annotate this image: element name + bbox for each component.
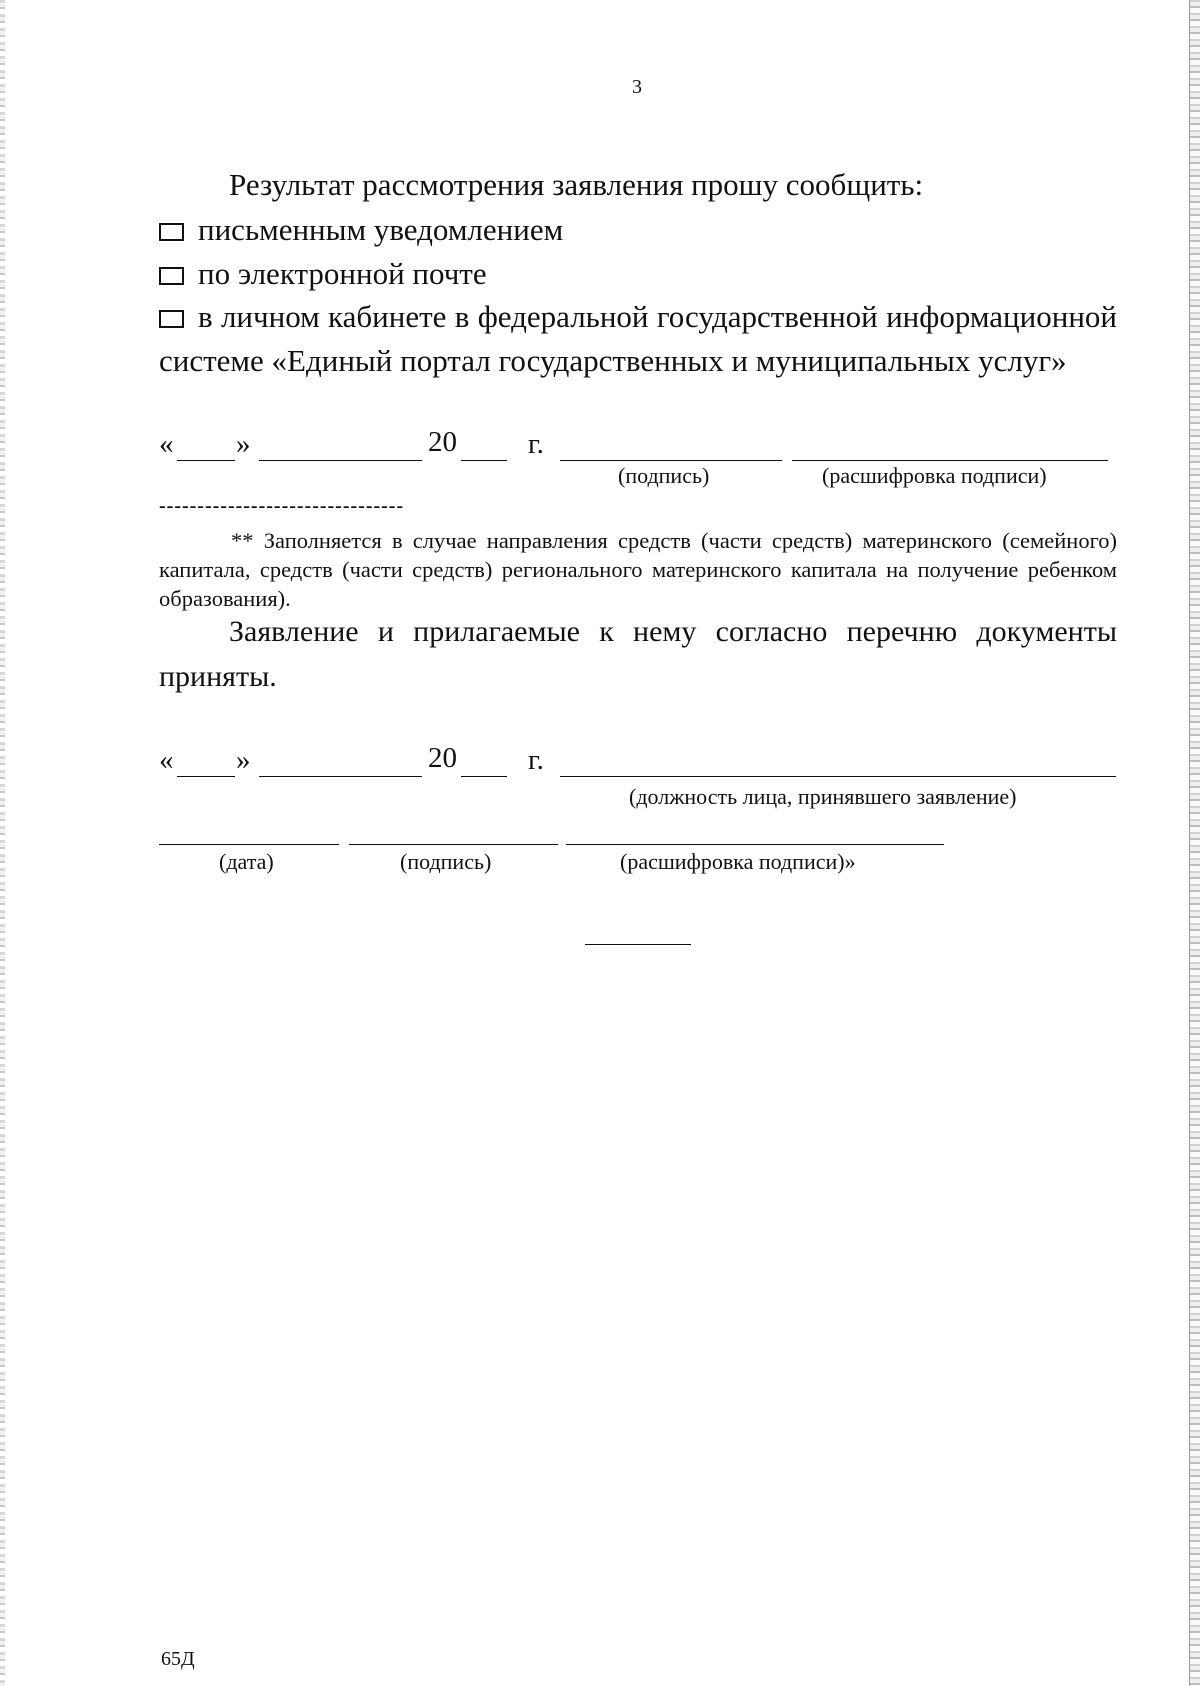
accepted-text: Заявление и прилагаемые к нему согласно перечню документы приняты. [159,615,1117,693]
year-field[interactable] [461,460,507,461]
signature-caption: (подпись) [400,849,492,874]
date-open-quote: « [159,744,174,776]
applicant-signature-decoding-field[interactable] [792,460,1108,461]
option-personal-account[interactable] [159,299,1117,335]
option-label: по электронной почте [198,256,487,291]
position-caption: (должность лица, принявшего заявление) [629,784,1017,809]
receiver-position-field[interactable] [560,776,1116,777]
year-prefix: 20 [428,742,457,774]
scan-left-edge [0,0,5,1686]
month-field[interactable] [259,460,422,461]
year-suffix: г. [528,744,544,776]
month-field[interactable] [259,776,422,777]
document-code: 65Д [161,1648,195,1670]
option-label: письменным уведомлением [198,212,564,247]
signature-decoding-caption: (расшифровка подписи) [822,463,1047,488]
page-number: 3 [632,76,642,98]
checkbox-personal-account[interactable] [159,310,184,328]
day-field[interactable] [177,460,235,461]
end-rule [585,944,691,945]
footnote-text: ** Заполняется в случае направления средств (части средств) материнского (семейного) капитала, средств (части средств) регионального материнского капитала на получение ребенком образования). [159,528,1117,611]
date-open-quote: « [159,428,174,460]
footnote [159,526,1117,613]
receiver-date-field[interactable] [159,844,339,845]
footnote-separator: -------------------------------- [159,495,405,517]
receiver-signature-field[interactable] [349,844,558,845]
date-close-quote: » [236,744,251,776]
scan-right-edge [1189,0,1200,1686]
accepted-statement [159,609,1117,699]
day-field[interactable] [177,776,235,777]
date-caption: (дата) [219,849,274,874]
signature-caption: (подпись) [618,463,710,488]
applicant-signature-field[interactable] [560,460,782,461]
year-suffix: г. [528,428,544,460]
checkbox-email[interactable] [159,267,184,285]
receiver-signature-decoding-field[interactable] [566,844,944,845]
date-close-quote: » [236,428,251,460]
signature-decoding-caption: (расшифровка подписи)» [620,849,856,874]
year-prefix: 20 [428,426,457,458]
option-email[interactable] [159,256,487,292]
checkbox-written-notice[interactable] [159,223,184,241]
option-written-notice[interactable] [159,212,563,248]
intro-text: Результат рассмотрения заявления прошу сообщить: [229,167,924,202]
option-label-continuation: системе «Единый портал государственных и муниципальных услуг» [159,343,1067,378]
option-label: в личном кабинете в федеральной государственной информационной [198,299,1117,334]
year-field[interactable] [461,776,507,777]
